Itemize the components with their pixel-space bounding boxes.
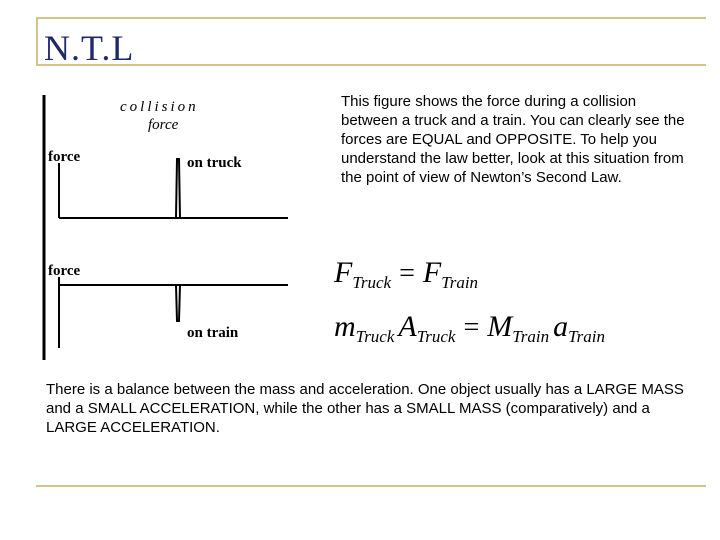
description-text: This figure shows the force during a collision between a truck and a train. You can clearly see the forces are EQUAL and OPPOSITE. To help you understand the law better, look at this situation from the point of view of Newton’s Second Law. <box>341 93 685 186</box>
eq1-rhs: F <box>422 256 442 289</box>
eq1-rhs-sub: Train <box>441 273 479 292</box>
truck-force-spike <box>176 159 180 218</box>
eq2-a: A <box>398 310 417 343</box>
eq2-operator: = <box>463 312 480 343</box>
eq1-operator: = <box>399 258 415 289</box>
top-axis-label: force <box>48 149 81 165</box>
eq2-a-sub: Truck <box>416 327 456 346</box>
left-rule <box>36 17 38 65</box>
figure-heading-collision: collision <box>120 99 199 115</box>
eq2-m-sub: Truck <box>355 327 395 346</box>
eq1-lhs: F <box>334 256 353 289</box>
figure-heading-force: force <box>148 117 179 133</box>
bottom-curve-label: on train <box>187 325 239 341</box>
eq2-a2-sub: Train <box>568 327 605 346</box>
title-underline <box>36 64 706 66</box>
eq2-M: M <box>487 310 513 343</box>
equation-forces <box>334 256 478 290</box>
eq2-a2: a <box>553 310 569 343</box>
bottom-axis-label: force <box>48 263 81 279</box>
eq1-lhs-sub: Truck <box>352 273 392 292</box>
top-rule <box>36 17 706 19</box>
collision-force-figure <box>42 95 290 360</box>
conclusion-text: There is a balance between the mass and acceleration. One object usually has a LARGE MASS and a SMALL ACCELERATION, while the other has a SMALL MASS (comparatively) and a LARGE ACCELERATION. <box>46 381 684 436</box>
bottom-rule <box>36 485 706 487</box>
eq2-M-sub: Train <box>512 327 550 346</box>
train-force-spike <box>176 285 180 321</box>
eq2-m: m <box>334 310 356 343</box>
equation-mass-acceleration <box>334 310 605 344</box>
top-curve-label: on truck <box>187 155 242 171</box>
slide-title: N.T.L <box>44 28 135 68</box>
